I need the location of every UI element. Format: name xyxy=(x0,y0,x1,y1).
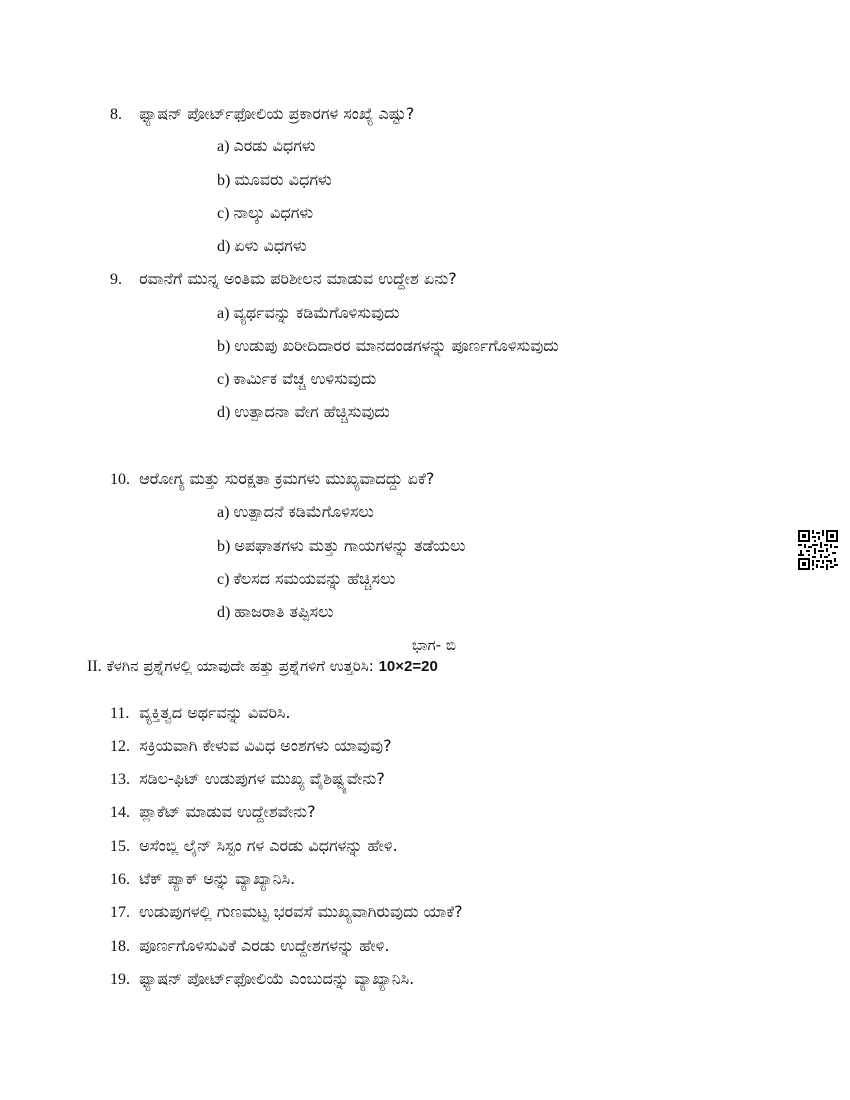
question-number: 16. xyxy=(110,871,130,888)
question-number: 9. xyxy=(110,271,122,288)
question-17 xyxy=(110,902,463,923)
question-number: 8. xyxy=(110,106,122,123)
option-label: a) xyxy=(217,305,230,322)
option xyxy=(217,502,374,523)
question-18 xyxy=(110,936,389,957)
option xyxy=(217,402,390,423)
question-text: ಫ್ಯಾಷನ್ ಪೋರ್ಟ್‌ಫೋಲಿಯೆ ಎಂಬುದನ್ನು ವ್ಯಾಖ್ಯಾನಿಸಿ. xyxy=(139,969,415,988)
question-number: 19. xyxy=(110,971,130,988)
option-label: c) xyxy=(217,571,230,588)
question-text: ಉಡುಪುಗಳಲ್ಲಿ ಗುಣಮಟ್ಟ ಭರವಸೆ ಮುಖ್ಯವಾಗಿರುವುದು ಯಾಕೆ? xyxy=(139,902,463,921)
question-text: ಪ್ಲಾಕೆಟ್ ಮಾಡುವ ಉದ್ದೇಶವೇನು? xyxy=(139,802,316,821)
option-text: ಕೆಲಸದ ಸಮಯವನ್ನು ಹೆಚ್ಚಿಸಲು xyxy=(233,569,396,588)
question-10 xyxy=(110,469,434,490)
option-label: a) xyxy=(217,138,230,155)
question-number: 11. xyxy=(110,705,130,722)
question-14 xyxy=(110,802,316,823)
question-text: ಅಸೆಂಬ್ಲಿ ಲೈನ್ ಸಿಸ್ಟಂ ಗಳ ಎರಡು ವಿಧಗಳನ್ನು ಹೇಳಿ. xyxy=(139,836,398,855)
option-text: ಹಾಜರಾತಿ ತಪ್ಪಿಸಲು xyxy=(234,602,334,621)
question-text: ರವಾನೆಗೆ ಮುನ್ನ ಅಂತಿಮ ಪರಿಶೀಲನ ಮಾಡುವ ಉದ್ದೇಶ ಏನು? xyxy=(139,269,457,288)
option xyxy=(217,203,313,224)
question-text: ಸಕ್ರಿಯವಾಗಿ ಕೇಳುವ ವಿವಿಧ ಅಂಶಗಳು ಯಾವುವು? xyxy=(139,736,392,755)
option-label: a) xyxy=(217,504,230,521)
marks-label: 10×2=20 xyxy=(378,658,438,675)
option-text: ಅಪಘಾತಗಳು ಮತ್ತು ಗಾಯಗಳನ್ನು ತಡೆಯಲು xyxy=(234,536,466,555)
question-19 xyxy=(110,969,414,990)
qr-code-icon xyxy=(798,530,838,570)
option xyxy=(217,369,376,390)
option-text: ಏಳು ವಿಧಗಳು xyxy=(234,236,307,255)
option-label: b) xyxy=(217,338,231,355)
option-text: ಎರಡು ವಿಧಗಳು xyxy=(233,136,316,155)
option-label: c) xyxy=(217,371,230,388)
option xyxy=(217,569,395,590)
option xyxy=(217,303,399,324)
question-9 xyxy=(110,269,457,290)
question-text: ವ್ಯಕ್ತಿತ್ವದ ಅರ್ಥವನ್ನು ವಿವರಿಸಿ. xyxy=(139,703,291,722)
question-13 xyxy=(110,769,385,790)
section-instruction xyxy=(87,656,438,677)
question-text: ಸಡಿಲ-ಫಿಟ್ ಉಡುಪುಗಳ ಮುಖ್ಯ ವೈಶಿಷ್ಟ್ಯವೇನು? xyxy=(139,769,385,788)
option-text: ಮೂವರು ವಿಧಗಳು xyxy=(234,170,332,189)
question-number: 10. xyxy=(110,471,130,488)
question-15 xyxy=(110,836,398,857)
question-number: 18. xyxy=(110,938,130,955)
option-label: d) xyxy=(217,404,231,421)
option-text: ಉತ್ಪಾದನೆ ಕಡಿಮೆಗೊಳಿಸಲು xyxy=(233,502,374,521)
question-text: ಪೂರ್ಣಗೊಳಿಸುವಿಕೆ ಎರಡು ಉದ್ದೇಶಗಳನ್ನು ಹೇಳಿ. xyxy=(139,936,390,955)
option-label: d) xyxy=(217,604,231,621)
option xyxy=(217,136,316,157)
question-number: 15. xyxy=(110,838,130,855)
option xyxy=(217,536,465,557)
option xyxy=(217,602,333,623)
option-label: b) xyxy=(217,172,231,189)
question-number: 13. xyxy=(110,771,130,788)
instruction-number: II. xyxy=(87,658,102,675)
option-text: ನಾಲ್ಕು ವಿಧಗಳು xyxy=(233,203,314,222)
question-number: 14. xyxy=(110,804,130,821)
option-text: ಕಾರ್ಮಿಕ ವೆಚ್ಚ ಉಳಿಸುವುದು xyxy=(233,369,377,388)
question-number: 17. xyxy=(110,904,130,921)
question-8 xyxy=(110,104,414,125)
option xyxy=(217,336,559,357)
option xyxy=(217,170,332,191)
question-16 xyxy=(110,869,295,890)
question-text: ಟೆಕ್ ಪ್ಯಾಕ್ ಅನ್ನು ವ್ಯಾಖ್ಯಾನಿಸಿ. xyxy=(139,869,296,888)
section-heading: ಭಾಗ- ಬಿ xyxy=(412,636,456,654)
question-number: 12. xyxy=(110,738,130,755)
option-text: ಉಡುಪು ಖರೀದಿದಾರರ ಮಾನದಂಡಗಳನ್ನು ಪೂರ್ಣಗೊಳಿಸುವುದು xyxy=(234,336,559,355)
question-text: ಆರೋಗ್ಯ ಮತ್ತು ಸುರಕ್ಷತಾ ಕ್ರಮಗಳು ಮುಖ್ಯವಾದದ್ದು ಏಕೆ? xyxy=(139,469,435,488)
option-text: ಉತ್ಪಾದನಾ ವೇಗ ಹೆಚ್ಚಿಸುವುದು xyxy=(234,402,390,421)
option-text: ವ್ಯರ್ಥವನ್ನು ಕಡಿಮೆಗೊಳಿಸುವುದು xyxy=(233,303,400,322)
option-label: b) xyxy=(217,538,231,555)
question-12 xyxy=(110,736,392,757)
question-11 xyxy=(110,703,290,724)
option-label: c) xyxy=(217,205,230,222)
instruction-text: ಕೆಳಗಿನ ಪ್ರಶ್ನೆಗಳಲ್ಲಿ ಯಾವುದೇ ಹತ್ತು ಪ್ರಶ್ನೆಗಳಿಗೆ ಉತ್ತರಿಸಿ: xyxy=(106,657,374,675)
question-text: ಫ್ಯಾಷನ್ ಪೋರ್ಟ್‌ಫೋಲಿಯ ಪ್ರಕಾರಗಳ ಸಂಖ್ಯೆ ಎಷ್ಟು? xyxy=(139,104,415,123)
option-label: d) xyxy=(217,238,231,255)
option xyxy=(217,236,307,257)
